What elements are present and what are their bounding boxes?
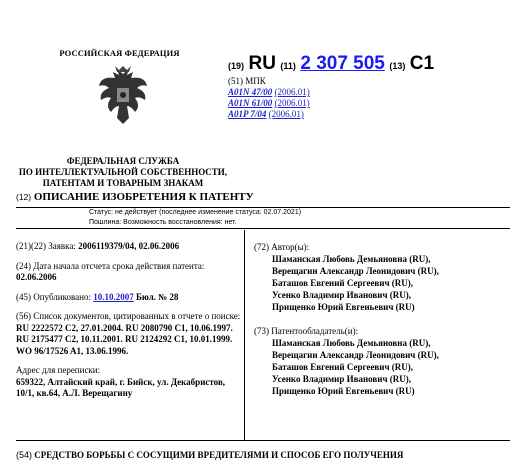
author-name: Баташов Евгений Сергеевич (RU), xyxy=(272,278,414,288)
code-11: (11) xyxy=(280,61,296,71)
owner-name: Шаманская Любовь Демьяновна (RU), xyxy=(272,338,431,348)
code-54: (54) xyxy=(16,450,33,460)
start-date-label: (24) Дата начала отсчета срока действия патента: xyxy=(16,260,205,271)
owners-label: (73) Патентообладатель(и): xyxy=(254,326,359,336)
published-date-link[interactable]: 10.10.2007 xyxy=(93,291,134,302)
publication-number-block xyxy=(228,53,434,75)
column-divider xyxy=(244,230,245,440)
agency-line-2: ПО ИНТЕЛЛЕКТУАЛЬНОЙ СОБСТВЕННОСТИ, xyxy=(18,167,228,177)
author-name: Прищенко Юрий Евгеньевич (RU) xyxy=(272,302,415,312)
coat-of-arms-icon xyxy=(95,66,151,126)
invention-title-text: СРЕДСТВО БОРЬБЫ С СОСУЩИМИ ВРЕДИТЕЛЯМИ И СПОСОБ ЕГО ПОЛУЧЕНИЯ xyxy=(34,450,404,460)
mpk-block xyxy=(228,76,310,120)
patent-number-link[interactable]: 2 307 505 xyxy=(300,53,385,74)
invention-title xyxy=(16,450,403,460)
mpk-entry xyxy=(228,87,310,98)
mpk-version-link[interactable]: (2006.01) xyxy=(274,98,310,108)
author-name: Усенко Владимир Иванович (RU), xyxy=(272,290,412,300)
application-value: 2006119379/04, 02.06.2006 xyxy=(78,241,180,251)
start-date-value: 02.06.2006 xyxy=(16,272,57,282)
published-field xyxy=(16,292,242,304)
agency-line-1: ФЕДЕРАЛЬНАЯ СЛУЖБА xyxy=(66,156,180,166)
author-name: Верещагин Александр Леонидович (RU), xyxy=(272,266,439,276)
kind-code: C1 xyxy=(409,53,435,74)
mpk-label: (51) МПК xyxy=(228,76,266,86)
author-name: Шаманская Любовь Демьяновна (RU), xyxy=(272,254,431,264)
owner-name: Усенко Владимир Иванович (RU), xyxy=(272,374,412,384)
authors-label: (72) Автор(ы): xyxy=(254,242,310,252)
mpk-entry xyxy=(228,98,310,109)
mpk-version-link[interactable]: (2006.01) xyxy=(274,87,310,97)
code-12: (12) xyxy=(16,192,32,202)
address-field xyxy=(16,365,242,400)
owner-name: Баташов Евгений Сергеевич (RU), xyxy=(272,362,414,372)
start-date-field xyxy=(16,261,242,284)
owners-list xyxy=(272,337,509,397)
agency-line-3: ПАТЕНТАМ И ТОВАРНЫМ ЗНАКАМ xyxy=(42,178,204,188)
cited-docs-label: (56) Список документов, цитированных в отчете о поиске: xyxy=(16,311,241,321)
code-13: (13) xyxy=(389,61,406,71)
bottom-divider xyxy=(16,440,510,441)
application-label: (21)(22) Заявка: xyxy=(16,241,76,251)
mpk-code-link[interactable]: A01N 47/00 xyxy=(228,87,273,97)
mpk-entry xyxy=(228,109,310,120)
status-text: Статус: не действует (последнее изменение статуса: 02.07.2021) xyxy=(89,209,302,216)
bulletin-number: Бюл. № 28 xyxy=(135,291,179,302)
authors-list xyxy=(272,253,509,313)
right-column xyxy=(254,241,509,409)
fee-text: Пошлина: Возможность восстановления: нет. xyxy=(89,218,237,226)
status-box xyxy=(16,207,510,229)
cited-docs-value: RU 2222572 C2, 27.01.2004. RU 2080790 C1, 10.06.1997. RU 2175477 C2, 10.11.2001. RU 2124292 C1, 10.01.1999. WO 96/17526 A1, 13.06.1996. xyxy=(16,322,233,356)
published-label: (45) Опубликовано: xyxy=(16,291,91,302)
application-field xyxy=(16,241,242,253)
owner-name: Верещагин Александр Леонидович (RU), xyxy=(272,350,439,360)
document-title-text: ОПИСАНИЕ ИЗОБРЕТЕНИЯ К ПАТЕНТУ xyxy=(33,191,254,203)
agency-name xyxy=(18,156,228,189)
mpk-version-link[interactable]: (2006.01) xyxy=(268,109,304,119)
mpk-code-link[interactable]: A01N 61/00 xyxy=(228,98,273,108)
left-column xyxy=(16,241,242,408)
code-19: (19) xyxy=(228,61,245,71)
address-label: Адрес для переписки: xyxy=(16,365,101,375)
owner-name: Прищенко Юрий Евгеньевич (RU) xyxy=(272,386,415,396)
address-value: 659322, Алтайский край, г. Бийск, ул. Декабристов, 10/1, кв.64, А.Л. Верещагину xyxy=(16,376,226,398)
country-name: РОССИЙСКАЯ ФЕДЕРАЦИЯ xyxy=(59,48,180,58)
cited-docs-field xyxy=(16,311,242,357)
mpk-code-link[interactable]: A01P 7/04 xyxy=(228,109,267,119)
country-code: RU xyxy=(248,53,276,74)
document-title xyxy=(16,191,254,203)
